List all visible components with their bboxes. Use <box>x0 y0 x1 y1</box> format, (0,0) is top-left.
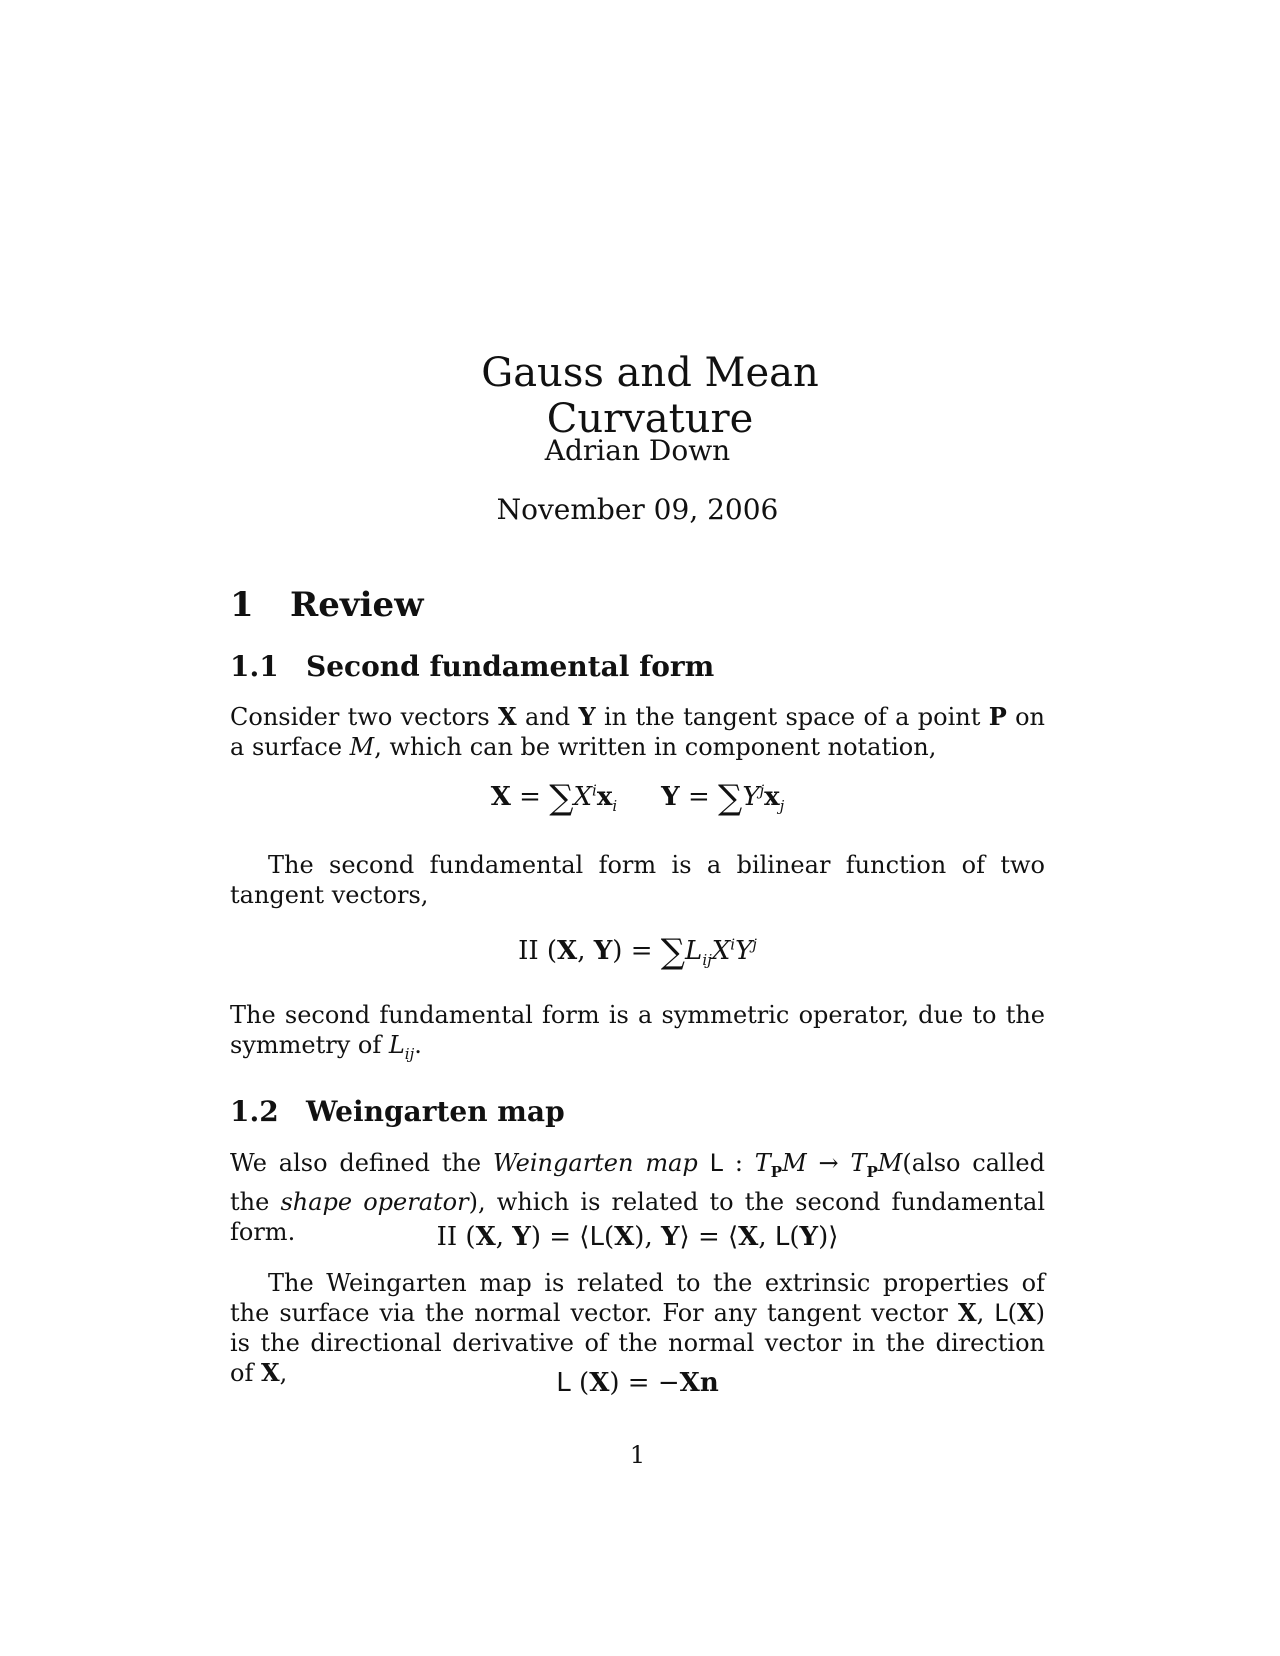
subsection-title: Weingarten map <box>306 1095 565 1128</box>
equation-weingarten-inner-product: II (X, Y) = ⟨L(X), Y⟩ = ⟨X, L(Y)⟩ <box>436 1222 839 1252</box>
paragraph-bilinear: The second fundamental form is a bilinear function of two tangent vectors, <box>230 851 1045 909</box>
section-number: 1 <box>230 585 254 625</box>
paragraph-symmetric: The second fundamental form is a symmetric operator, due to the symmetry of $L_{ij}$. <box>230 1001 1045 1063</box>
subsection-title: Second fundamental form <box>306 650 715 683</box>
subsection-number: 1.2 <box>230 1095 279 1128</box>
date: November 09, 2006 <box>496 493 779 526</box>
subsection-heading-second-fundamental-form <box>230 650 714 683</box>
equation-vector-components: $X = \sum X^ix_i$ $Y = \sum Y^jx_j$ <box>490 778 785 818</box>
section-title: Review <box>290 585 424 625</box>
subsection-heading-weingarten-map <box>230 1095 565 1128</box>
equation-second-fundamental-form: II (X, $Y) = \sum L_{ij}X^iY^j$ <box>518 932 757 972</box>
equation-directional-derivative: L (X) = −Xn <box>556 1368 719 1398</box>
section-heading-review <box>230 585 423 625</box>
paragraph-vectors: Consider two vectors X and Y in the tangent space of a point P on a surface M, which can be written in component notation, <box>230 702 1045 761</box>
paragraph-normal-vector: The Weingarten map is related to the extrinsic properties of the surface via the normal vector. For any tangent vector X, L(X) is the directional derivative of the normal vector in the direction of X, <box>230 1269 1045 1387</box>
page-number: 1 <box>629 1441 646 1469</box>
author: Adrian Down <box>544 434 731 467</box>
subsection-number: 1.1 <box>230 650 279 683</box>
paragraph-weingarten-definition: We also defined the Weingarten map L : $T_PM$ → $T_PM(also$ called the shape operator), which is related to the second fundamental form. <box>230 1149 1046 1246</box>
paper-title: Gauss and Mean Curvature <box>481 350 819 442</box>
